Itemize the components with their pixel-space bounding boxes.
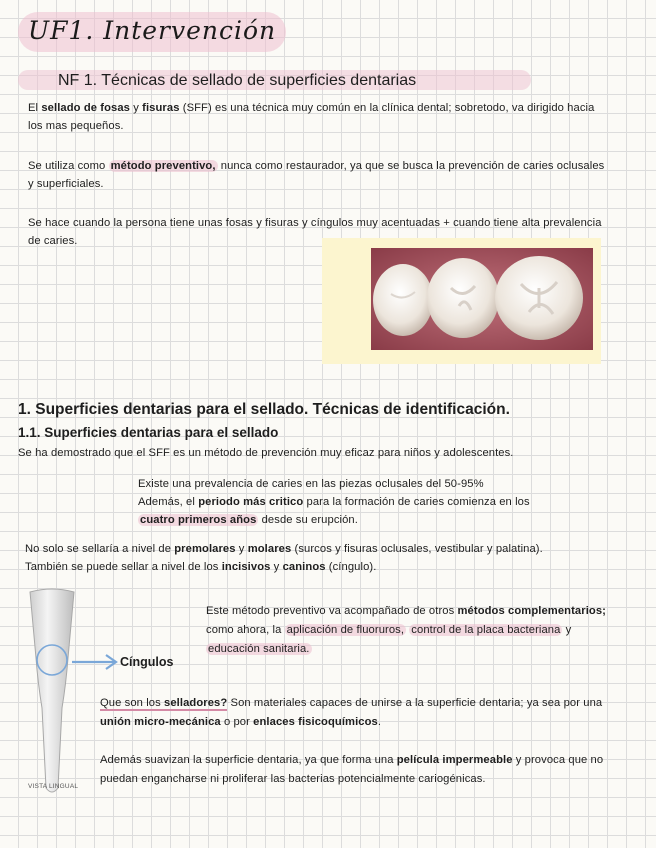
text: y [130, 102, 143, 114]
selladores-paragraph [100, 694, 610, 732]
highlight-term: control de la placa bacteriana [411, 624, 561, 636]
caries-line-2 [138, 493, 608, 511]
premolares-paragraph [25, 540, 585, 576]
text: para la formación de caries comienza en los [303, 496, 530, 508]
molars-sealant-photo [371, 248, 593, 350]
highlight-term: método preventivo, [110, 160, 216, 172]
bold-term: película impermeable [396, 754, 513, 766]
arrow-right-icon [70, 652, 122, 672]
bold-term: sellado de fosas [41, 102, 131, 114]
text: Se utiliza como [28, 160, 109, 172]
text: desde su erupción. [258, 514, 358, 526]
bold-term: fisuras [142, 102, 180, 114]
bold-term: caninos [282, 561, 326, 573]
page-title: UF1. Intervención [28, 16, 277, 45]
selladores-question [100, 697, 227, 711]
caries-line-3 [138, 511, 608, 529]
tooth-view-label: VISTA LINGUAL [28, 783, 79, 790]
text: como ahora, la [206, 624, 285, 636]
caries-line-1: Existe una prevalencia de caries en las piezas oclusales del 50-95% [138, 478, 484, 490]
bold-term: métodos complementarios; [457, 605, 606, 617]
text: Además, el [138, 496, 199, 508]
intro-paragraph-1 [28, 99, 612, 135]
section-1-heading: 1. Superficies dentarias para el sellado. Técnicas de identificación. [18, 401, 510, 418]
bold-term: incisivos [221, 561, 271, 573]
text: El [28, 102, 42, 114]
text: y provoca que no puedan engancharse ni proliferar las bacterias potencialmente cariogénicas. [100, 754, 604, 785]
text: (surcos y fisuras oclusales, vestibular y palatina). También se puede sellar a nivel de los [25, 543, 543, 573]
intro-paragraph-2 [28, 157, 612, 193]
bold-term: selladores? [164, 697, 228, 709]
highlight-term: cuatro primeros años [140, 514, 257, 526]
highlight-term: educación sanitaria. [208, 643, 310, 655]
text: nunca como restaurador, ya que se busca la prevención de caries oclusales y superficiales. [28, 160, 605, 190]
bold-term: unión micro-mecánica [100, 716, 221, 728]
text: (cíngulo). [325, 561, 377, 573]
intro-paragraph-3: Se hace cuando la persona tiene unas fosas y fisuras y cíngulos muy acentuadas + cuando tiene alta prevalencia de caries. [28, 217, 602, 247]
text: o por [220, 716, 254, 728]
text: Que son los [100, 697, 165, 709]
text: Son materiales capaces de unirse a la superficie dentaria; ya sea por una [227, 697, 603, 709]
suavizan-paragraph [100, 751, 610, 789]
bold-term: molares [247, 543, 292, 555]
metodo-paragraph [206, 602, 618, 659]
text: Este método preventivo va acompañado de otros [206, 605, 458, 617]
bold-term: enlaces fisicoquímicos [253, 716, 378, 728]
section-1-1-text: Se ha demostrado que el SFF es un método de prevención muy eficaz para niños y adolescentes. [18, 447, 514, 459]
caries-box [138, 475, 608, 529]
text: y [235, 543, 248, 555]
text: Además suavizan la superficie dentaria, ya que forma una [100, 754, 397, 766]
text: y [270, 561, 283, 573]
section-1-1-heading: 1.1. Superficies dentarias para el sellado [18, 425, 279, 440]
text: y [562, 624, 572, 636]
incisor-tooth-illustration [22, 588, 82, 798]
text: No solo se sellaría a nivel de [25, 543, 175, 555]
nf-heading: NF 1. Técnicas de sellado de superficies dentarias [58, 72, 417, 89]
bold-term: periodo más critico [198, 496, 304, 508]
text: . [377, 716, 382, 728]
highlight-term: aplicación de fluoruros, [286, 624, 405, 636]
text: (SFF) es una técnica muy común en la clínica dental; sobretodo, va dirigido hacia los mas pequeños. [28, 102, 595, 132]
bold-term: premolares [174, 543, 236, 555]
cingulo-label: Cíngulos [120, 655, 174, 669]
